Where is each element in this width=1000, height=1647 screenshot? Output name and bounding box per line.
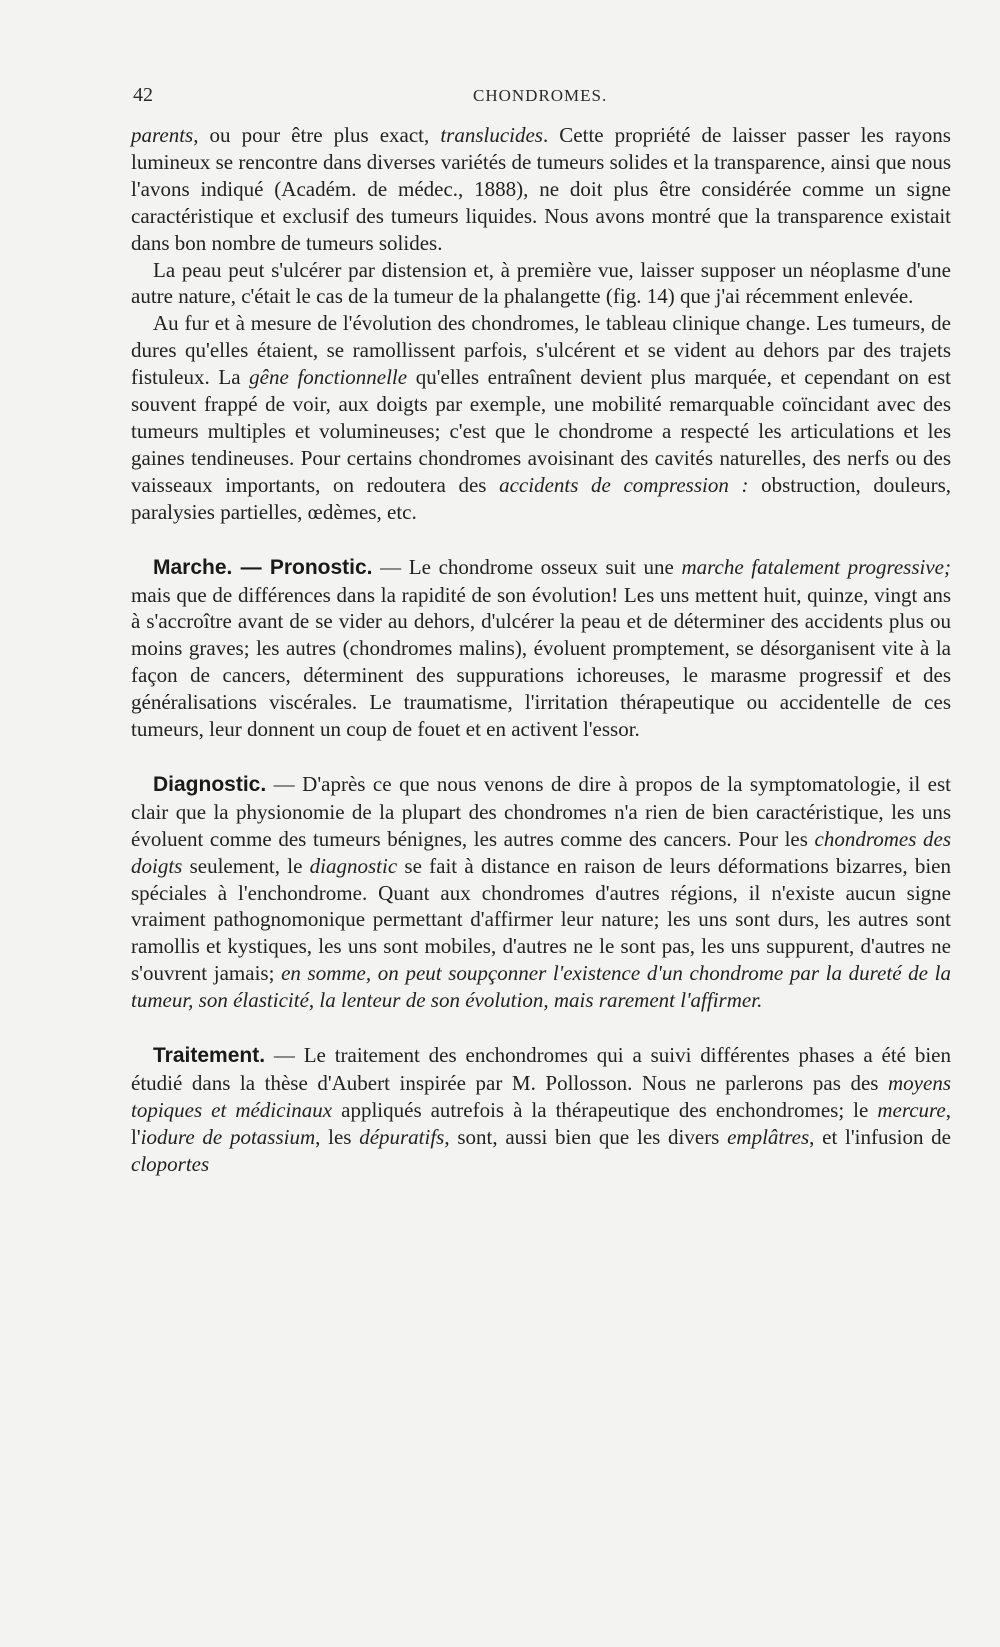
- italic-text: translucides: [440, 123, 543, 147]
- italic-text: diagnostic: [309, 853, 398, 878]
- text-run: , sont, aussi bien que les divers: [444, 1124, 728, 1149]
- text-run: se fait à distance en raison de leurs déformations bizarres, bien spéciales à l'enchondrome. Quant aux chondromes d'autres régions, il n'existe aucun signe vraiment pathognomonique permettant d'affirmer leur nature; les uns sont durs, les autres sont ramollis et kystiques, les uns sont mobiles, d'autres ne le sont pas, les uns suppurent, d'autres ne s'ouvrent jamais;: [131, 853, 951, 986]
- section-heading-traitement: Traitement.: [153, 1044, 266, 1068]
- page-header: [133, 84, 948, 110]
- italic-text: parents: [131, 123, 194, 147]
- section-traitement: [131, 1042, 951, 1178]
- text-run: seulement, le: [182, 853, 310, 878]
- paragraph-transparence: [131, 122, 951, 257]
- text-run: Au fur et à mesure de l'évolution des chondromes, le tableau clinique change. Les tumeurs, de dures qu'elles étaient, se ramollissent parfois, s'ulcérent et se vident au dehors par des trajets fistuleux. La: [131, 311, 951, 390]
- section-heading-diagnostic: Diagnostic.: [153, 772, 267, 796]
- section-marche-pronostic: [131, 554, 951, 743]
- text-run: , les: [315, 1124, 360, 1149]
- text-run: obstruction, douleurs, paralysies partielles, œdèmes, etc.: [131, 472, 952, 524]
- paragraph-evolution: [131, 310, 951, 525]
- section-diagnostic: [131, 771, 951, 1014]
- italic-text: gêne fonctionnelle: [249, 365, 408, 390]
- running-title: CHONDROMES.: [473, 86, 608, 105]
- section-heading-marche: Marche. — Pronostic.: [153, 555, 373, 579]
- page-number: 42: [133, 84, 153, 106]
- text-run: — Le traitement des enchondromes qui a suivi différentes phases a été bien étudié dans la thèse d'Aubert inspirée par M. Pollosson. Nous ne parlerons pas des: [131, 1043, 951, 1095]
- italic-text: cloportes: [131, 1151, 210, 1176]
- italic-text: accidents de compression :: [499, 472, 749, 497]
- italic-text: iodure de potassium: [140, 1124, 316, 1149]
- italic-text: moyens topiques et médicinaux: [131, 1071, 951, 1122]
- italic-text: marche fatalement progressive;: [681, 554, 951, 579]
- text-run: mais que de différences dans la rapidité de son évolution! Les uns mettent huit, quinze, vingt ans à s'accroître avant de se vider au dehors, d'ulcérer la peau et de déterminer des accidents plus ou moins graves; les autres (chondromes malins), évoluent promptement, se désorganisent vite à la façon de cancers, déterminent des suppurations ichoreuses, le marasme progressif et des généralisations viscérales. Le traumatisme, l'irritation thérapeutique ou accidentelle de ces tumeurs, leur donnent un coup de fouet et en activent l'essor.: [131, 582, 951, 742]
- italic-text: emplâtres: [727, 1124, 810, 1149]
- text-run: — D'après ce que nous venons de dire à propos de la symptomatologie, il est clair que la physionomie de la plupart des chondromes n'a rien de bien caractéristique, les uns évoluent comme des tumeurs bénignes, les autres comme des cancers. Pour les: [131, 771, 951, 851]
- text-run: — Le chondrome osseux suit une: [372, 554, 682, 579]
- text-run: , ou pour être plus exact,: [193, 123, 441, 147]
- body-text: [131, 122, 951, 1178]
- italic-text: dépuratifs: [359, 1124, 445, 1149]
- text-run: . Cette propriété de laisser passer les rayons lumineux se rencontre dans diverses variétés de tumeurs solides et la transparence, ainsi que nous l'avons indiqué (Académ. de médec., 1888), ne doit plus être considérée comme un signe caractéristique et exclusif des tumeurs liquides. Nous avons montré que la transparence existait dans bon nombre de tumeurs solides.: [131, 123, 951, 255]
- paragraph-ulceration: [131, 257, 951, 311]
- italic-text: chondromes des doigts: [131, 826, 951, 878]
- italic-text: mercure: [877, 1097, 946, 1122]
- text-run: , l': [131, 1097, 951, 1149]
- text-run: appliqués autrefois à la thérapeutique des enchondromes; le: [332, 1097, 878, 1122]
- italic-text: en somme, on peut soupçonner l'existence d'un chondrome par la dureté de la tumeur, son élasticité, la lenteur de son évolution, mais rarement l'affirmer.: [131, 961, 951, 1013]
- text-run: qu'elles entraînent devient plus marquée, et cependant on est souvent frappé de voir, aux doigts par exemple, une mobilité remarquable coïncidant avec des tumeurs multiples et volumineuses; c'est que le chondrome a respecté les articulations et les gaines tendineuses. Pour certains chondromes avoisinant des cavités naturelles, des nerfs ou des vaisseaux importants, on redoutera des: [131, 365, 952, 497]
- text-run: La peau peut s'ulcérer par distension et, à première vue, laisser supposer un néoplasme d'une autre nature, c'était le cas de la tumeur de la phalangette (fig. 14) que j'ai récemment enlevée.: [131, 257, 951, 309]
- text-run: , et l'infusion de: [809, 1124, 952, 1149]
